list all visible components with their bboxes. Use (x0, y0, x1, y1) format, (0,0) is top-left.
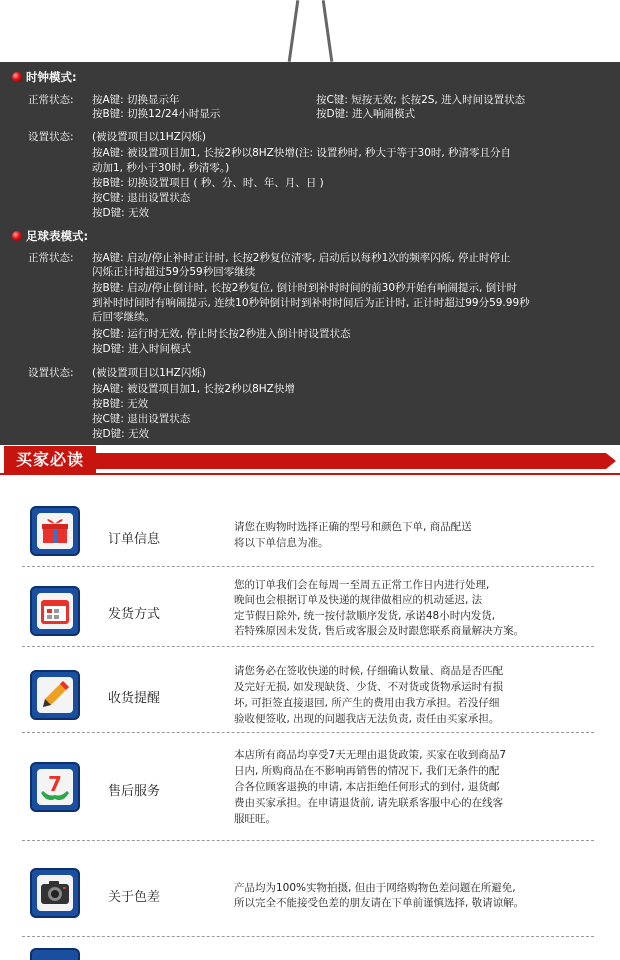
buyer-notice-banner (0, 445, 620, 478)
notice-line: 产品均为100%实物拍摄, 但由于网络购物色差问题在所避免, (234, 882, 516, 894)
divider (22, 936, 594, 937)
notice-title: 发货方式 (108, 607, 161, 622)
notice-row-after-sales (0, 736, 620, 850)
notice-row-shipping (0, 568, 620, 652)
notice-title: 关于色差 (108, 890, 161, 905)
notice-row-receiving (0, 652, 620, 736)
watch-strap-left (288, 0, 300, 62)
divider (22, 566, 594, 567)
notice-line: 服旺旺。 (234, 813, 276, 825)
notice-line: 请您务必在签收快递的时候, 仔细确认数量、商品是否匹配 (234, 665, 504, 677)
notice-row-color (0, 850, 620, 946)
notice-title: 售后服务 (108, 784, 161, 799)
product-image-top (0, 0, 620, 62)
divider (22, 732, 594, 733)
clock-setting-line: 按A键: 被设置项目加1, 长按2秒以8HZ快增(注: 设置秒时, 秒大于等于30时, 秒清零且分自 (92, 147, 512, 159)
notice-title: 订单信息 (108, 532, 161, 547)
gift-icon-face (37, 513, 73, 549)
clock-setting-label: 设置状态: (28, 131, 74, 143)
calendar-icon-face (37, 593, 73, 629)
clock-normal-right-line: 按D键: 进入响闹模式 (316, 108, 415, 120)
camera-icon-face (37, 875, 73, 911)
clock-setting-line: 按C键: 退出设置状态 (92, 192, 191, 204)
notice-line: 晚间也会根据订单及快递的规律做相应的机动延迟, 法 (234, 594, 483, 606)
clock-normal-left-line: 按A键: 切换显示年 (92, 94, 180, 106)
notice-line: 若特殊原因未发货, 售后或客服会及时跟您联系商量解决方案。 (234, 625, 525, 637)
notice-line: 验收便签收, 出现的问题我店无法负责, 责任由买家承担。 (234, 713, 500, 725)
calendar-icon (30, 586, 80, 636)
banner-title: 买家必读 (4, 446, 96, 473)
football-normal-line: 到补时时间时有响闹提示, 连续10秒钟倒计时到补时时间后为正计时, 正计时超过99分59.99秒 (92, 297, 530, 309)
notice-line: 将以下单信息为准。 (234, 537, 329, 549)
football-setting-line: 按C键: 退出设置状态 (92, 413, 191, 425)
next-notice-icon-partial (30, 948, 80, 960)
seven-days-icon-face (37, 769, 73, 805)
clock-normal-label: 正常状态: (28, 94, 74, 106)
clock-setting-line: 按D键: 无效 (92, 207, 149, 219)
football-normal-line: 闪烁正计时超过59分59秒回零继续 (92, 266, 256, 278)
banner-bar (96, 453, 616, 469)
banner-notch (606, 453, 616, 469)
seven-days-icon (30, 762, 80, 812)
notice-line: 日内, 所购商品在不影响再销售的情况下, 我们无条件的配 (234, 765, 500, 777)
instruction-panel (0, 62, 620, 445)
svg-text:7: 7 (48, 772, 62, 796)
notice-line: 及完好无损, 如发现缺货、少货、不对货或货物承运时有损 (234, 681, 504, 693)
football-normal-line: 按B键: 启动/停止倒计时, 长按2秒复位, 倒计时到补时时间的前30秒开始有响闹提示, 倒计时 (92, 282, 518, 294)
football-setting-line: 按B键: 无效 (92, 398, 149, 410)
notice-line: 您的订单我们会在每周一至周五正常工作日内进行处理, (234, 579, 490, 591)
notice-line: 所以完全不能接受色差的朋友请在下单前谨慎选择, 敬请谅解。 (234, 897, 525, 909)
notice-title: 收货提醒 (108, 691, 161, 706)
football-normal-line: 按C键: 运行时无效, 停止时长按2秒进入倒计时设置状态 (92, 328, 351, 340)
football-setting-label: 设置状态: (28, 367, 74, 379)
notice-line: 请您在购物时选择正确的型号和颜色下单, 商品配送 (234, 521, 472, 533)
notice-line: 坏, 可拒签直接退回, 所产生的费用由我方承担。若没仔细 (234, 697, 500, 709)
clock-setting-line: 动加1, 秒小于30时, 秒清零。) (92, 162, 230, 174)
pencil-icon-face (37, 677, 73, 713)
clock-mode-title: 时钟模式: (26, 70, 77, 84)
football-setting-line: (被设置项目以1HZ闪烁) (92, 367, 206, 379)
football-normal-line: 按A键: 启动/停止补时正计时, 长按2秒复位清零, 启动后以每秒1次的频率闪烁, 停止时停止 (92, 252, 511, 264)
clock-setting-line: 按B键: 切换设置项目 ( 秒、分、时、年、月、日 ) (92, 177, 324, 189)
football-mode-title: 足球表模式: (26, 229, 89, 243)
pencil-icon (30, 670, 80, 720)
clock-normal-left-line: 按B键: 切换12/24小时显示 (92, 108, 221, 120)
red-bullet-icon (12, 231, 22, 241)
football-normal-line: 后回零继续。 (92, 311, 155, 323)
notice-line: 定节假日除外, 统一按付款顺序发货, 承诺48小时内发货, (234, 610, 496, 622)
notice-line: 合各位顾客退换的申请, 本店拒绝任何形式的到付, 退货邮 (234, 781, 500, 793)
clock-normal-right-line: 按C键: 短按无效; 长按2S, 进入时间设置状态 (316, 94, 526, 106)
divider (22, 840, 594, 841)
notice-row-order (0, 478, 620, 568)
camera-icon (30, 868, 80, 918)
gift-icon (30, 506, 80, 556)
divider (22, 646, 594, 647)
red-bullet-icon (12, 72, 22, 82)
notice-line: 费由买家承担。在申请退货前, 请先联系客服中心的在线客 (234, 797, 504, 809)
football-normal-label: 正常状态: (28, 252, 74, 264)
watch-strap-right (322, 0, 334, 62)
football-setting-line: 按A键: 被设置项目加1, 长按2秒以8HZ快增 (92, 383, 295, 395)
notice-line: 本店所有商品均享受7天无理由退货政策, 买家在收到商品7 (234, 749, 507, 761)
banner-underline (0, 473, 620, 475)
football-normal-line: 按D键: 进入时间模式 (92, 343, 191, 355)
clock-setting-line: (被设置项目以1HZ闪烁) (92, 131, 206, 143)
football-setting-line: 按D键: 无效 (92, 428, 149, 440)
